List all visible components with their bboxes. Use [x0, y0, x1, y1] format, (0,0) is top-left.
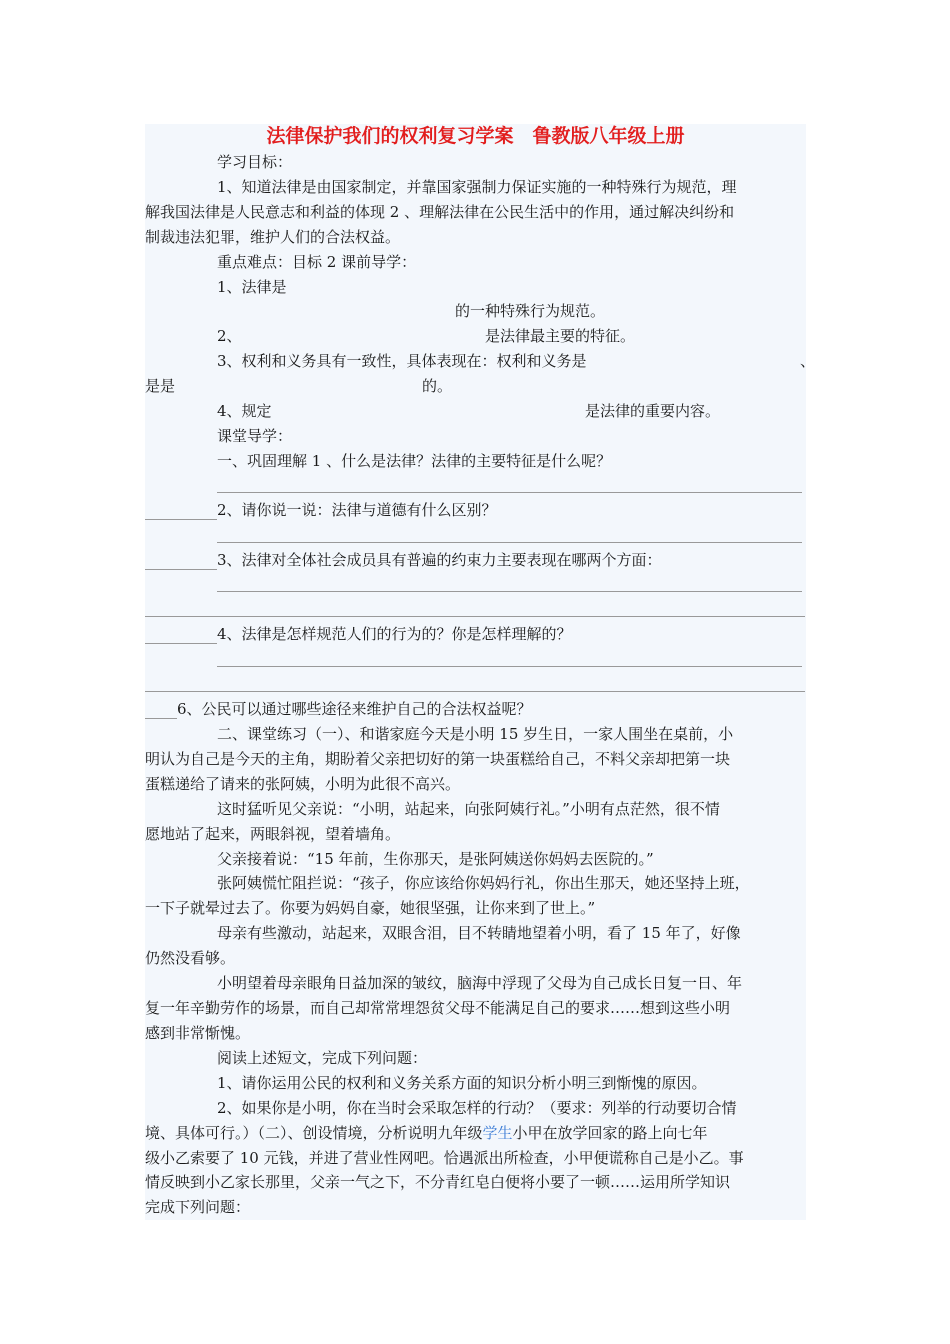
- story-line: 阅读上述短文，完成下列问题：: [217, 1049, 428, 1067]
- answer-line: [217, 591, 802, 592]
- story-line: 蛋糕递给了请来的张阿姨，小明为此很不高兴。: [145, 775, 461, 793]
- story-line: 张阿姨慌忙阻拦说：“孩子，你应该给你妈妈行礼，你出生那天，她还坚持上班，: [217, 874, 750, 892]
- pre-item-2b: 是法律最主要的特征。: [485, 327, 636, 345]
- answer-line: [217, 542, 802, 543]
- question-1: 一、巩固理解 1 、什么是法律？法律的主要特征是什么呢？: [217, 452, 612, 470]
- story-line: 复一年辛勤劳作的场景，而自己却常常埋怨贫父母不能满足自己的要求……想到这些小明: [145, 999, 731, 1017]
- objective-line-3: 制裁违法犯罪，维护人们的合法权益。: [145, 228, 401, 246]
- answer-line: [145, 616, 805, 617]
- story-line: 级小乙索要了 10 元钱，并进了营业性网吧。恰遇派出所检查，小甲便谎称自己是小乙。事: [145, 1149, 744, 1167]
- story-line: 愿地站了起来，两眼斜视，望着墙角。: [145, 825, 401, 843]
- pre-item-4b: 是法律的重要内容。: [585, 402, 721, 420]
- objective-line-1: 1、知道法律是由国家制定，并靠国家强制力保证实施的一种特殊行为规范，理: [217, 178, 737, 196]
- story-line: 感到非常惭愧。: [145, 1024, 251, 1042]
- story-line: [145, 1123, 708, 1143]
- pre-item-2a: 2、: [217, 327, 242, 345]
- question-2-row: [145, 500, 497, 520]
- blank-line: [145, 704, 177, 719]
- story-line: 情反映到小乙家长那里，父亲一气之下，不分青红皂白便将小要了一顿……运用所学知识: [145, 1173, 731, 1191]
- question-4: 4、法律是怎样规范人们的行为的？你是怎样理解的？: [217, 625, 572, 643]
- student-link[interactable]: 学生: [482, 1124, 513, 1142]
- blank-line: [145, 629, 217, 644]
- keypoints-line: 重点难点：目标 2 课前导学：: [217, 253, 417, 271]
- pre-item-1a: 1、法律是: [217, 278, 287, 296]
- story-line: 一下子就晕过去了。你要为妈妈自豪，她很坚强，让你来到了世上。”: [145, 899, 596, 917]
- story-text: 境、具体可行。）（二）、创设情境，分析说明九年级: [145, 1124, 483, 1142]
- story-line: 完成下列问题：: [145, 1198, 251, 1216]
- objective-line-2: 解我国法律是人民意志和利益的体现 2 、理解法律在公民生活中的作用，通过解决纠纷和: [145, 203, 735, 221]
- story-line: 2、如果你是小明，你在当时会采取怎样的行动？（要求：列举的行动要切合情: [217, 1099, 737, 1117]
- answer-line: [217, 492, 802, 493]
- pre-item-1b: 的一种特殊行为规范。: [455, 302, 606, 320]
- page-title: 法律保护我们的权利复习学案 鲁教版八年级上册: [266, 125, 685, 147]
- story-line: 1、请你运用公民的权利和义务关系方面的知识分析小明三到惭愧的原因。: [217, 1074, 707, 1092]
- pre-item-4a: 4、规定: [217, 402, 272, 420]
- question-6: 6、公民可以通过哪些途径来维护自己的合法权益呢？: [177, 700, 532, 718]
- question-3-row: [145, 550, 662, 570]
- story-line: 父亲接着说：“15 年前，生你那天，是张阿姨送你妈妈去医院的。”: [217, 850, 654, 868]
- question-4-row: [145, 624, 572, 644]
- story-line: 二、课堂练习（一）、和谐家庭今天是小明 15 岁生日，一家人围坐在桌前，小: [217, 725, 734, 743]
- question-6-row: [145, 699, 532, 719]
- story-line: 明认为自己是今天的主角，期盼着父亲把切好的第一块蛋糕给自己，不料父亲却把第一块: [145, 750, 731, 768]
- story-text: 小甲在放学回家的路上向七年: [512, 1124, 708, 1142]
- story-line: 仍然没看够。: [145, 949, 236, 967]
- blank-line: [145, 555, 217, 570]
- story-line: 这时猛听见父亲说：“小明，站起来，向张阿姨行礼。”小明有点茫然，很不情: [217, 800, 720, 818]
- question-3: 3、法律对全体社会成员具有普遍的约束力主要表现在哪两个方面：: [217, 551, 662, 569]
- blank-line: [145, 505, 217, 520]
- pre-item-3d: 的。: [422, 377, 453, 395]
- question-2: 2、请你说一说：法律与道德有什么区别？: [217, 501, 497, 519]
- story-line: 小明望着母亲眼角日益加深的皱纹，脑海中浮现了父母为自己成长日复一日、年: [217, 974, 743, 992]
- pre-item-3c: 是是: [145, 377, 176, 395]
- objectives-heading: 学习目标：: [217, 153, 293, 171]
- class-heading: 课堂导学：: [217, 427, 293, 445]
- answer-line: [145, 691, 805, 692]
- pre-item-3a: 3、权利和义务具有一致性，具体表现在：权利和义务是: [217, 352, 587, 370]
- answer-line: [217, 666, 802, 667]
- story-line: 母亲有些激动，站起来，双眼含泪，目不转睛地望着小明，看了 15 年了，好像: [217, 924, 741, 942]
- pre-item-3b: 、: [800, 352, 816, 370]
